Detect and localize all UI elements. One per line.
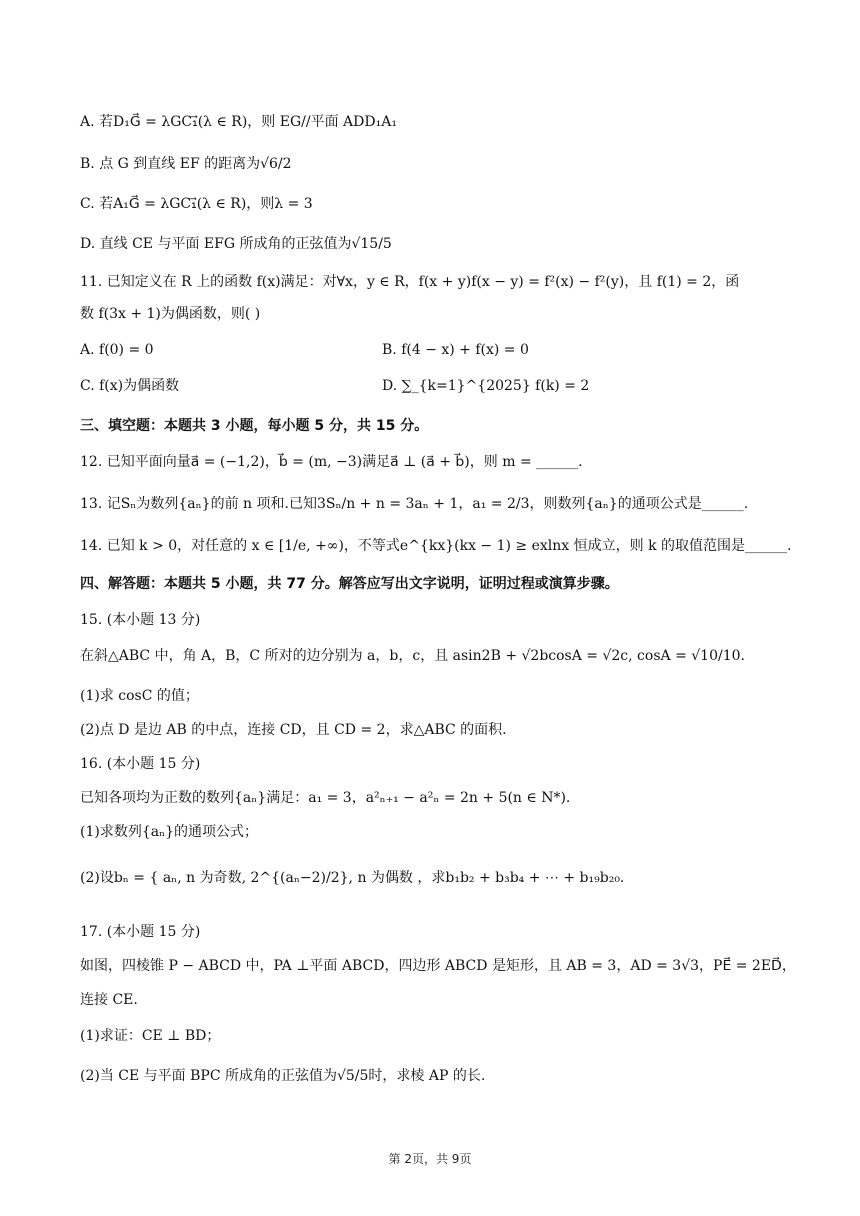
option-d-11: D. ∑_{k=1}^{2025} f(k) = 2 xyxy=(382,378,590,394)
section-solution-header: 四、解答题：本题共 5 小题，共 77 分。解答应写出文字说明，证明过程或演算步骤。 xyxy=(80,576,619,592)
question-11-stem-cont: 数 f(3x + 1)为偶函数，则( ) xyxy=(80,306,261,322)
question-17-part-1: (1)求证：CE ⊥ BD； xyxy=(80,1028,221,1044)
question-16-part-1: (1)求数列{aₙ}的通项公式； xyxy=(80,824,259,840)
question-11-stem: 11. 已知定义在 R 上的函数 f(x)满足：对∀x，y ∈ R，f(x + y)f(x − y) = f²(x) − f²(y)，且 f(1) = 2，函 xyxy=(80,274,740,290)
question-16-title: 16. (本小题 15 分) xyxy=(80,756,201,772)
question-17-title: 17. (本小题 15 分) xyxy=(80,924,201,940)
question-16-part-2: (2)设bₙ = { aₙ, n 为奇数, 2^{(aₙ−2)/2}, n 为偶数 ，求b₁b₂ + b₃b₄ + ⋯ + b₁₉b₂₀. xyxy=(80,870,625,886)
option-b-11: B. f(4 − x) + f(x) = 0 xyxy=(382,342,529,358)
option-c-11: C. f(x)为偶函数 xyxy=(80,378,180,394)
question-17-stem-cont: 连接 CE. xyxy=(80,992,138,1008)
question-15-stem: 在斜△ABC 中，角 A，B，C 所对的边分别为 a，b，c，且 asin2B + √2bcosA = √2c, cosA = √10/10. xyxy=(80,648,745,664)
option-a-11: A. f(0) = 0 xyxy=(80,342,154,358)
option-d-10: D. 直线 CE 与平面 EFG 所成角的正弦值为√15/5 xyxy=(80,236,392,252)
question-15-title: 15. (本小题 13 分) xyxy=(80,612,201,628)
section-fill-in-header: 三、填空题：本题共 3 小题，每小题 5 分，共 15 分。 xyxy=(80,418,429,434)
question-15-part-2: (2)点 D 是边 AB 的中点，连接 CD，且 CD = 2，求△ABC 的面积. xyxy=(80,722,507,738)
question-14: 14. 已知 k > 0，对任意的 x ∈ [1/e, +∞)，不等式e^{kx}(kx − 1) ≥ exlnx 恒成立，则 k 的取值范围是______. xyxy=(80,538,792,554)
question-13: 13. 记Sₙ为数列{aₙ}的前 n 项和.已知3Sₙ/n + n = 3aₙ + 1，a₁ = 2/3，则数列{aₙ}的通项公式是______. xyxy=(80,496,749,512)
option-b-10: B. 点 G 到直线 EF 的距离为√6/2 xyxy=(80,156,292,172)
question-17-stem: 如图，四棱锥 P − ABCD 中，PA ⊥平面 ABCD，四边形 ABCD 是矩形，且 AB = 3，AD = 3√3，PE⃗ = 2ED⃗， xyxy=(80,958,796,974)
page-footer: 第 2页，共 9页 xyxy=(388,1152,472,1166)
question-12: 12. 已知平面向量a⃗ = (−1,2)，b⃗ = (m, −3)满足a⃗ ⊥ (a⃗ + b⃗)，则 m = ______. xyxy=(80,454,583,470)
question-15-part-1: (1)求 cosC 的值； xyxy=(80,688,199,704)
question-16-stem: 已知各项均为正数的数列{aₙ}满足：a₁ = 3，a²ₙ₊₁ − a²ₙ = 2n + 5(n ∈ N*). xyxy=(80,790,571,806)
option-a-10: A. 若D₁G⃗ = λGC₁⃗(λ ∈ R)，则 EG//平面 ADD₁A₁ xyxy=(80,114,397,130)
question-17-part-2: (2)当 CE 与平面 BPC 所成角的正弦值为√5/5时，求棱 AP 的长. xyxy=(80,1068,486,1084)
option-c-10: C. 若A₁G⃗ = λGC₁⃗(λ ∈ R)，则λ = 3 xyxy=(80,196,313,212)
